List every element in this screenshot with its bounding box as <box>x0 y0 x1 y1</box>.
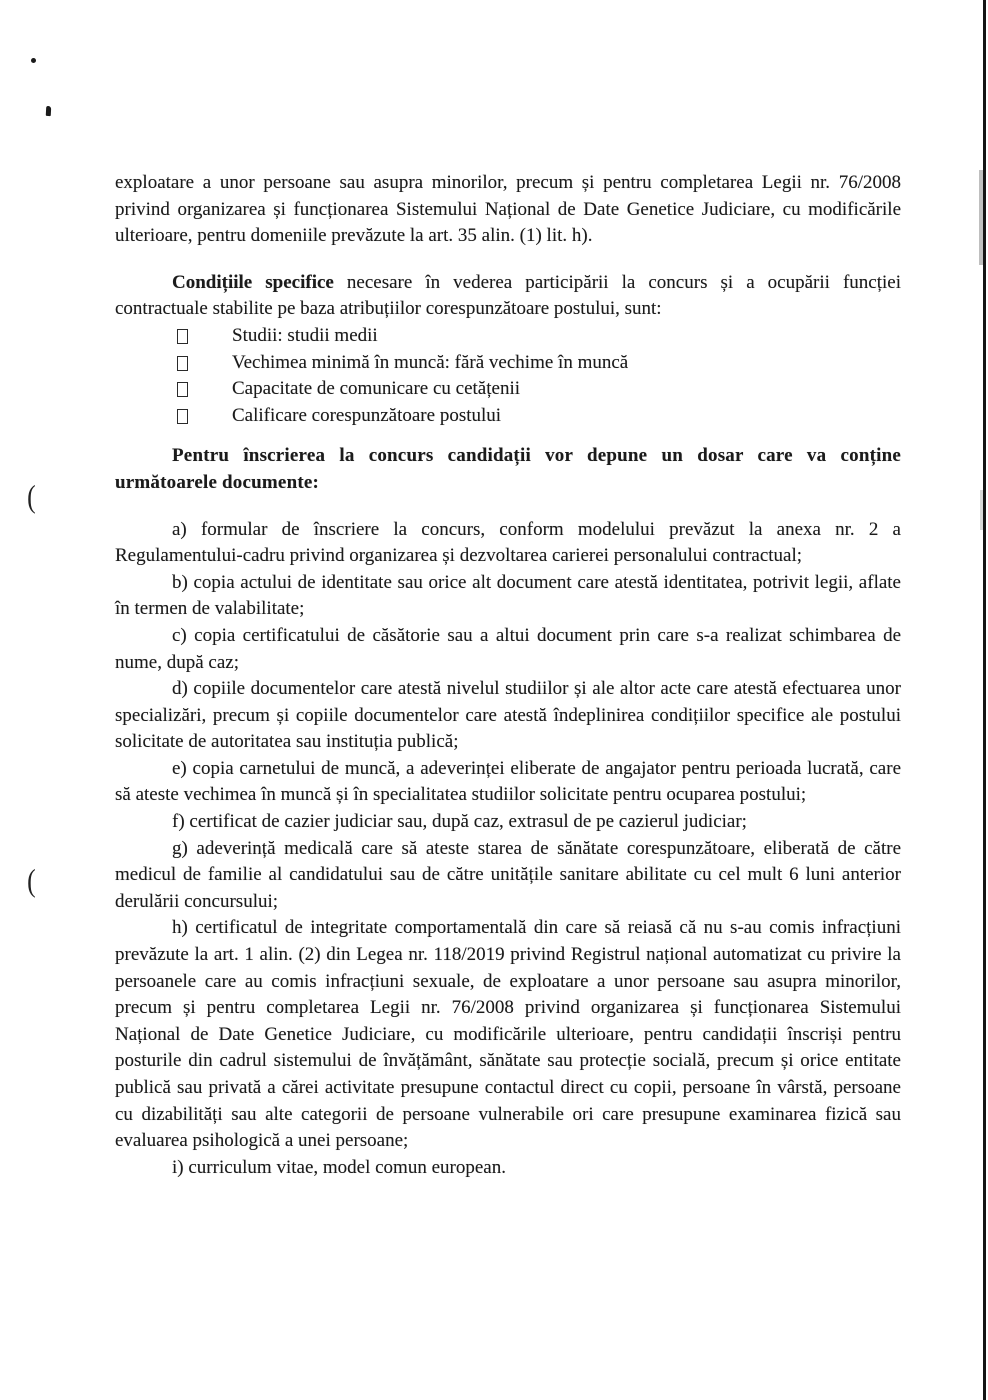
document-item-e: e) copia carnetului de muncă, a adeverinței eliberate de angajator pentru perioada lucrată, care să ateste vechimea în muncă și în specialitatea studiilor solicitate pentru ocuparea postului; <box>115 757 901 806</box>
intro-paragraph: exploatare a unor persoane sau asupra minorilor, precum și pentru completarea Legii nr. 76/2008 privind organizarea și funcționarea Sistemului Național de Date Genetice Judiciare, cu modificările ulterioare, pentru domeniile prevăzute la art. 35 alin. (1) lit. h). <box>115 172 901 247</box>
condition-item-label: Vechimea minimă în muncă: fără vechime în muncă <box>232 351 629 373</box>
scan-speck <box>46 106 52 116</box>
condition-item-communication <box>115 376 901 403</box>
square-bullet-icon <box>177 382 188 397</box>
document-item-i: i) curriculum vitae, model comun european. <box>172 1156 506 1178</box>
condition-item-qualification <box>115 403 901 430</box>
condition-item-studies <box>115 323 901 350</box>
document-item-c: c) copia certificatului de căsătorie sau a altui document prin care s-a realizat schimbarea de nume, după caz; <box>115 624 901 673</box>
square-bullet-icon <box>177 329 188 344</box>
condition-item-label: Capacitate de comunicare cu cetățenii <box>232 378 521 400</box>
document-item-d: d) copiile documentelor care atestă nivelul studiilor și ale altor acte care atestă efectuarea unor specializări, precum și copiile documentelor care atestă îndeplinirea condițiilor specifice ale postului solicitate de autoritatea sau instituția publică; <box>115 678 901 753</box>
margin-paren-mark: ( <box>27 478 36 514</box>
condition-item-seniority <box>115 350 901 377</box>
document-body <box>115 170 901 1181</box>
scanner-edge-smudge <box>980 490 983 530</box>
scanner-edge-smudge <box>979 170 983 265</box>
specific-conditions-paragraph <box>115 270 901 323</box>
document-item-b: b) copia actului de identitate sau orice alt document care atestă identitatea, potrivit legii, aflate în termen de valabilitate; <box>115 571 901 620</box>
specific-conditions-text: necesare în vederea participării la concurs și a ocupării funcției contractuale stabilite pe baza atribuțiilor corespunzătoare postului, sunt: <box>115 271 902 320</box>
specific-conditions-lead: Condițiile specifice <box>172 271 334 293</box>
square-bullet-icon <box>177 409 188 424</box>
conditions-list <box>115 323 901 429</box>
document-item-a: a) formular de înscriere la concurs, conform modelului prevăzut la anexa nr. 2 a Regulamentului-cadru privind organizarea și dezvoltarea carierei personalului contractual; <box>115 518 901 567</box>
condition-item-label: Studii: studii medii <box>232 324 378 346</box>
scan-speck <box>31 58 36 63</box>
document-item-f: f) certificat de cazier judiciar sau, după caz, extrasul de pe cazierul judiciar; <box>172 811 747 833</box>
condition-item-label: Calificare corespunzătoare postului <box>232 404 502 426</box>
enrollment-heading: Pentru înscrierea la concurs candidații vor depune un dosar care va conține următoarele documente: <box>115 445 901 493</box>
document-item-g: g) adeverință medicală care să ateste starea de sănătate corespunzătoare, eliberată de către medicul de familie al candidatului sau de către unitățile sanitare abilitate cu cel mult 6 luni anterior derulării concursului; <box>115 837 901 912</box>
scanner-edge-line <box>983 0 986 1400</box>
document-item-h: h) certificatul de integritate comportamentală din care să reiasă că nu s-au comis infracțiuni prevăzute la art. 1 alin. (2) din Legea nr. 118/2019 privind Registrul național automatizat cu privire la persoanele care au comis infracțiuni sexuale, de exploatare a unor persoane sau asupra minorilor, precum și pentru completarea Legii nr. 76/2008 privind organizarea și funcționarea Sistemului Național de Date Genetice Judiciare, cu modificările ulterioare, pentru candidații înscriși pentru posturile din cadrul sistemului de învățământ, sănătate sau protecție socială, precum și orice entitate publică sau privată a cărei activitate presupune contactul direct cu copii, persoane în vârstă, persoane cu dizabilități sau alte categorii de persoane vulnerabile ori care presupune examinarea fizică sau evaluarea psihologică a unei persoane; <box>115 917 901 1152</box>
square-bullet-icon <box>177 356 188 371</box>
margin-paren-mark: ( <box>27 862 36 898</box>
